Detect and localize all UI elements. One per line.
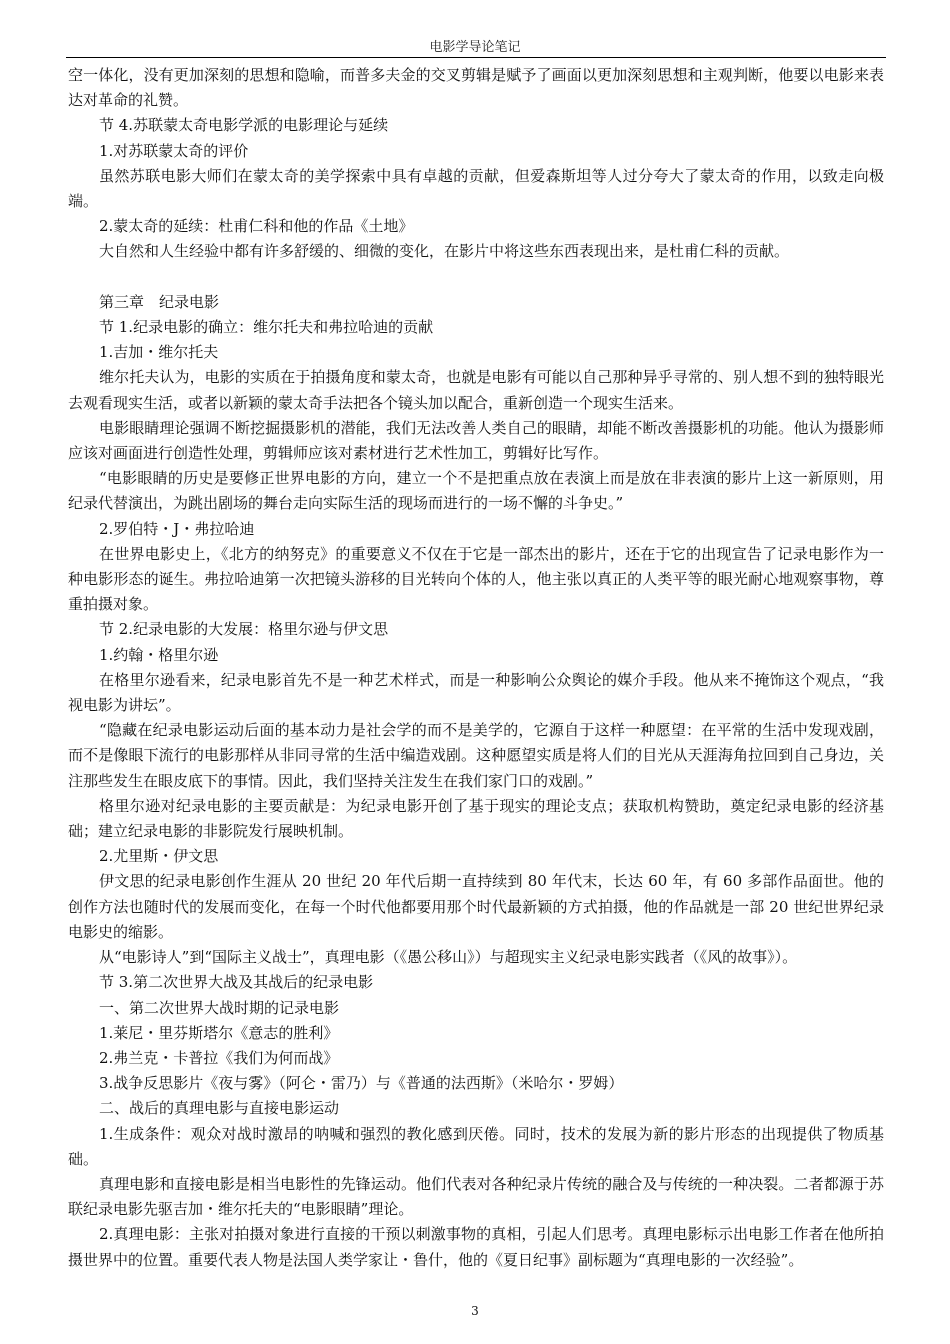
subsection-heading: 2.尤里斯・伊文思 xyxy=(99,847,219,866)
list-item: 1.莱尼・里芬斯塔尔《意志的胜利》 xyxy=(99,1023,339,1042)
paragraph: 格里尔逊对纪录电影的主要贡献是：为纪录电影开创了基于现实的理论支点；获取机构赞助，奠定纪录电影的经济基础；建立纪录电影的非影院发行展映机制。 xyxy=(68,796,884,841)
quote-paragraph: “隐藏在纪录电影运动后面的基本动力是社会学的而不是美学的，它源自于这样一种愿望：在平常的生活中发现戏剧，而不是像眼下流行的电影那样从非同寻常的生活中编造戏剧。这种愿望实质是将人们的目光从天涯海角拉回到自己身边，关注那些发生在眼皮底下的事情。因此，我们坚持关注发生在我们家门口的戏剧。” xyxy=(68,721,884,790)
subsection-heading: 一、第二次世界大战时期的记录电影 xyxy=(99,998,340,1017)
subsection-heading: 1.对苏联蒙太奇的评价 xyxy=(99,141,249,160)
paragraph: 空一体化，没有更加深刻的思想和隐喻，而普多夫金的交叉剪辑是赋予了画面以更加深刻思想和主观判断，他要以电影来表达对革命的礼赞。 xyxy=(68,66,884,110)
paragraph: 维尔托夫认为，电影的实质在于拍摄角度和蒙太奇，也就是电影有可能以自己那种异乎寻常的、别人想不到的独特眼光去观看现实生活，或者以新颖的蒙太奇手法把各个镜头加以配合，重新创造一个现实生活来。 xyxy=(68,368,884,412)
section-heading: 节 3.第二次世界大战及其战后的纪录电影 xyxy=(99,973,374,992)
paragraph: 1.生成条件：观众对战时激昂的呐喊和强烈的教化感到厌倦。同时，技术的发展为新的影片形态的出现提供了物质基础。 xyxy=(68,1124,884,1168)
subsection-heading: 2.蒙太奇的延续：杜甫仁科和他的作品《土地》 xyxy=(99,217,414,236)
paragraph: 伊文思的纪录电影创作生涯从 20 世纪 20 年代后期一直持续到 80 年代末，长达 60 年，有 60 多部作品面世。他的创作方法也随时代的发展而变化，在每一个时代他都要用那个时代最新颖的方式拍摄，他的作品就是一部 20 世纪世界纪录电影史的缩影。 xyxy=(68,872,884,941)
subsection-heading: 1.吉加・维尔托夫 xyxy=(99,343,219,362)
subsection-heading: 1.约翰・格里尔逊 xyxy=(99,645,219,664)
section-heading: 节 1.纪录电影的确立：维尔托夫和弗拉哈迪的贡献 xyxy=(99,318,434,337)
section-heading: 节 2.纪录电影的大发展：格里尔逊与伊文思 xyxy=(99,620,389,639)
list-item: 3.战争反思影片《夜与雾》（阿仑・雷乃）与《普通的法西斯》（米哈尔・罗姆） xyxy=(99,1074,624,1093)
paragraph: 电影眼睛理论强调不断挖掘摄影机的潜能，我们无法改善人类自己的眼睛，却能不断改善摄影机的功能。他认为摄影师应该对画面进行创造性处理，剪辑师应该对素材进行艺术性加工，剪辑好比写作。 xyxy=(68,418,884,463)
paragraph: 在世界电影史上，《北方的纳努克》的重要意义不仅在于它是一部杰出的影片，还在于它的出现宣告了记录电影作为一种电影形态的诞生。弗拉哈迪第一次把镜头游移的目光转向个体的人，他主张以真正的人类平等的眼光耐心地观察事物，尊重拍摄对象。 xyxy=(68,544,884,614)
paragraph: 虽然苏联电影大师们在蒙太奇的美学探索中具有卓越的贡献，但爱森斯坦等人过分夸大了蒙太奇的作用，以致走向极端。 xyxy=(68,166,884,211)
subsection-heading: 2.罗伯特・J・弗拉哈迪 xyxy=(99,519,255,538)
blank-line xyxy=(68,265,884,290)
list-item: 2.弗兰克・卡普拉《我们为何而战》 xyxy=(99,1048,339,1067)
chapter-heading: 第三章 纪录电影 xyxy=(99,292,220,311)
quote-paragraph: “电影眼睛的历史是要修正世界电影的方向，建立一个不是把重点放在表演上而是放在非表演的影片上这一新原则，用纪录代替演出，为跳出剧场的舞台走向实际生活的现场而进行的一场不懈的斗争史。” xyxy=(68,469,884,513)
page-number: 3 xyxy=(471,1304,479,1318)
subsection-heading: 二、战后的真理电影与直接电影运动 xyxy=(99,1099,340,1118)
section-heading: 节 4.苏联蒙太奇电影学派的电影理论与延续 xyxy=(99,116,389,135)
page-header: 电影学导论笔记 xyxy=(429,40,521,55)
paragraph: 从“电影诗人”到“国际主义战士”，真理电影（《愚公移山》）与超现实主义纪录电影实践者（《风的故事》）。 xyxy=(99,948,798,967)
paragraph: 2.真理电影：主张对拍摄对象进行直接的干预以刺激事物的真相，引起人们思考。真理电影标示出电影工作者在他所拍摄世界中的位置。重要代表人物是法国人类学家让・鲁什，他的《夏日纪事》副标题为“真理电影的一次经验”。 xyxy=(68,1225,884,1269)
header-divider xyxy=(66,57,886,58)
paragraph: 大自然和人生经验中都有许多舒缓的、细微的变化，在影片中将这些东西表现出来，是杜甫仁科的贡献。 xyxy=(99,242,790,261)
paragraph: 在格里尔逊看来，纪录电影首先不是一种艺术样式，而是一种影响公众舆论的媒介手段。他从来不掩饰这个观点，“我视电影为讲坛”。 xyxy=(68,670,884,715)
document-body xyxy=(68,63,884,1273)
paragraph: 真理电影和直接电影是相当电影性的先锋运动。他们代表对各种纪录片传统的融合及与传统的一种决裂。二者都源于苏联纪录电影先驱吉加・维尔托夫的“电影眼睛”理论。 xyxy=(68,1174,884,1219)
